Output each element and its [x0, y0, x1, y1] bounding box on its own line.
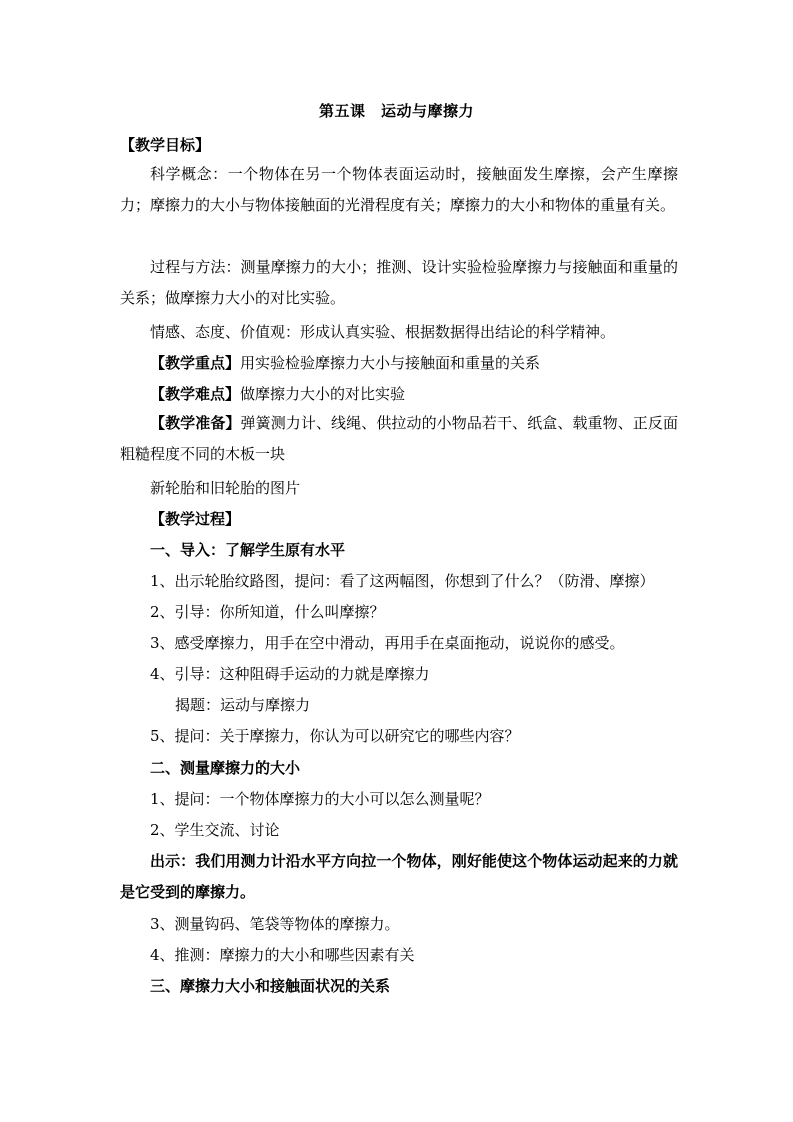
process-heading: 【教学过程】: [150, 510, 241, 528]
preparation: [120, 408, 678, 470]
preparation-label: 【教学准备】: [150, 414, 241, 432]
objective-process-method: 过程与方法：测量摩擦力的大小；推测、设计实验检验摩擦力与接触面和重量的关系；做摩擦力大小的对比实验。: [120, 258, 678, 307]
difficulty-text: 做摩擦力大小的对比实验: [240, 385, 406, 403]
lesson-title: 第五课 运动与摩擦力: [318, 102, 474, 120]
preparation-extra: 新轮胎和旧轮胎的图片: [150, 479, 301, 497]
section-1-item-5: 5、提问：关于摩擦力，你认为可以研究它的哪些内容？: [150, 727, 520, 745]
section-2-bold-note: 出示：我们用测力计沿水平方向拉一个物体，刚好能使这个物体运动起来的力就是它受到的摩擦力。: [120, 852, 678, 901]
key-point: [150, 353, 540, 373]
difficulty: [150, 384, 405, 404]
section-1-item-4: 4、引导：这种阻碍手运动的力就是摩擦力: [150, 665, 430, 683]
section-2-item-1: 1、提问：一个物体摩擦力的大小可以怎么测量呢？: [150, 790, 490, 808]
objective-science-concept: 科学概念：一个物体在另一个物体表面运动时，接触面发生摩擦，会产生摩擦力；摩擦力的大小与物体接触面的光滑程度有关；摩擦力的大小和物体的重量有关。: [120, 165, 678, 214]
section-2-item-2: 2、学生交流、讨论: [150, 821, 280, 839]
section-2-title: 二、测量摩擦力的大小: [150, 759, 301, 777]
key-point-label: 【教学重点】: [150, 354, 241, 372]
objectives-heading: 【教学目标】: [120, 136, 211, 154]
section-1-title: 一、导入：了解学生原有水平: [150, 541, 346, 559]
section-1-item-3: 3、感受摩擦力，用手在空中滑动，再用手在桌面拖动，说说你的感受。: [150, 634, 625, 652]
section-3-title: 三、摩擦力大小和接触面状况的关系: [150, 977, 391, 995]
section-1-item-2: 2、引导：你所知道，什么叫摩擦？: [150, 603, 385, 621]
section-2-item-4: 4、推测：摩擦力的大小和哪些因素有关: [150, 946, 415, 964]
preparation-text: 弹簧测力计、线绳、供拉动的小物品若干、纸盒、载重物、正反面粗糙程度不同的木板一块: [120, 414, 678, 463]
difficulty-label: 【教学难点】: [150, 385, 241, 403]
key-point-text: 用实验检验摩擦力大小与接触面和重量的关系: [240, 354, 541, 372]
section-2-item-3: 3、测量钩码、笔袋等物体的摩擦力。: [150, 915, 400, 933]
objective-attitude: 情感、态度、价值观：形成认真实验、根据数据得出结论的科学精神。: [150, 323, 616, 341]
section-1-item-1: 1、出示轮胎纹路图，提问：看了这两幅图，你想到了什么？（防滑、摩擦）: [150, 572, 655, 590]
section-1-reveal-topic: 揭题：运动与摩擦力: [175, 696, 311, 714]
